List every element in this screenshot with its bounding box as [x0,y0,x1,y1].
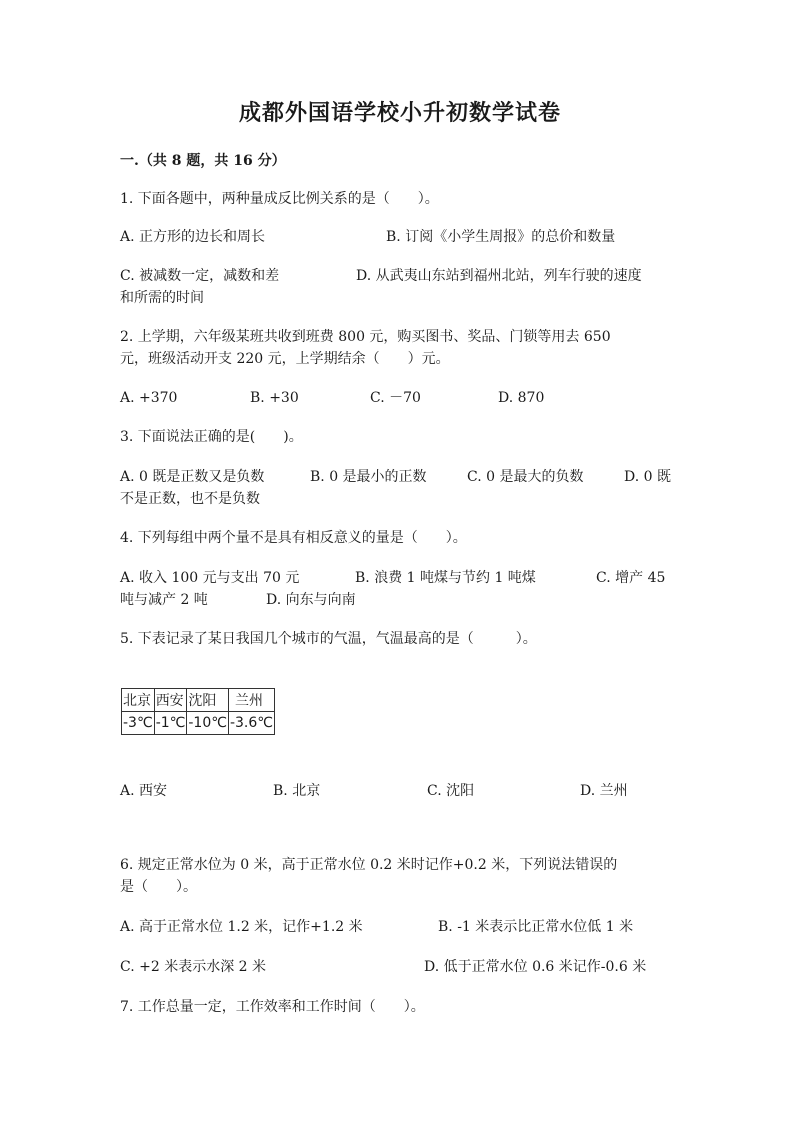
q2-option-d: D. 870 [498,390,545,406]
q2-option-b: B. +30 [250,390,299,406]
table-cell-temp: -3℃ [122,712,155,735]
table-cell-city: 西安 [154,689,187,712]
q6-stem-line1: 6. 规定正常水位为 0 米，高于正常水位 0.2 米时记作+0.2 米，下列说法错误的 [120,857,618,873]
table-cell-city: 北京 [122,689,155,712]
q3-option-b: B. 0 是最小的正数 [310,469,427,485]
q1-option-d: D. 从武夷山东站到福州北站，列车行驶的速度 [356,268,642,284]
q6-option-a: A. 高于正常水位 1.2 米，记作+1.2 米 [120,919,363,935]
q2-option-c: C. －70 [370,390,421,406]
table-row-temps [122,712,275,735]
q6-option-b: B. -1 米表示比正常水位低 1 米 [438,919,634,935]
q5-stem: 5. 下表记录了某日我国几个城市的气温，气温最高的是（ ）。 [120,631,537,647]
table-row-cities [122,689,275,712]
table-cell-temp: -1℃ [154,712,187,735]
q2-stem-line2: 元，班级活动开支 220 元，上学期结余（ ）元。 [120,351,450,367]
q2-stem-line1: 2. 上学期，六年级某班共收到班费 800 元，购买图书、奖品、门锁等用去 650 [120,329,611,345]
q5-option-a: A. 西安 [120,783,168,799]
q4-option-c: C. 增产 45 [596,570,666,586]
q4-option-d: D. 向东与向南 [266,592,356,608]
q3-option-c: C. 0 是最大的负数 [467,469,584,485]
q7-stem: 7. 工作总量一定，工作效率和工作时间（ ）。 [120,999,425,1015]
section-header: 一.（共 8 题，共 16 分） [120,153,286,169]
q4-option-c-cont: 吨与减产 2 吨 [120,592,208,608]
q6-option-d: D. 低于正常水位 0.6 米记作-0.6 米 [424,959,647,975]
q5-option-d: D. 兰州 [580,783,628,799]
q1-option-a: A. 正方形的边长和周长 [120,229,266,245]
table-cell-temp: -3.6℃ [228,712,274,735]
q3-option-a: A. 0 既是正数又是负数 [120,469,265,485]
q4-option-a: A. 收入 100 元与支出 70 元 [120,570,300,586]
q1-option-c: C. 被减数一定，减数和差 [120,268,280,284]
table-cell-temp: -10℃ [187,712,229,735]
q2-option-a: A. +370 [120,390,178,406]
q4-option-b: B. 浪费 1 吨煤与节约 1 吨煤 [355,570,536,586]
table-cell-city: 沈阳 [187,689,229,712]
q4-stem: 4. 下列每组中两个量不是具有相反意义的量是（ ）。 [120,530,467,546]
q1-option-b: B. 订阅《小学生周报》的总价和数量 [386,229,616,245]
q3-option-d-cont: 不是正数，也不是负数 [120,491,260,507]
q1-stem: 1. 下面各题中，两种量成反比例关系的是（ ）。 [120,191,439,207]
q6-option-c: C. +2 米表示水深 2 米 [120,959,267,975]
q1-option-d-cont: 和所需的时间 [120,290,204,306]
q3-stem: 3. 下面说法正确的是( )。 [120,429,303,445]
table-cell-city: 兰州 [228,689,274,712]
page-title: 成都外国语学校小升初数学试卷 [238,100,561,126]
q5-option-b: B. 北京 [273,783,321,799]
temperature-table [121,688,275,735]
q6-stem-line2: 是（ ）。 [120,879,197,895]
q3-option-d: D. 0 既 [624,469,671,485]
q5-option-c: C. 沈阳 [427,783,475,799]
